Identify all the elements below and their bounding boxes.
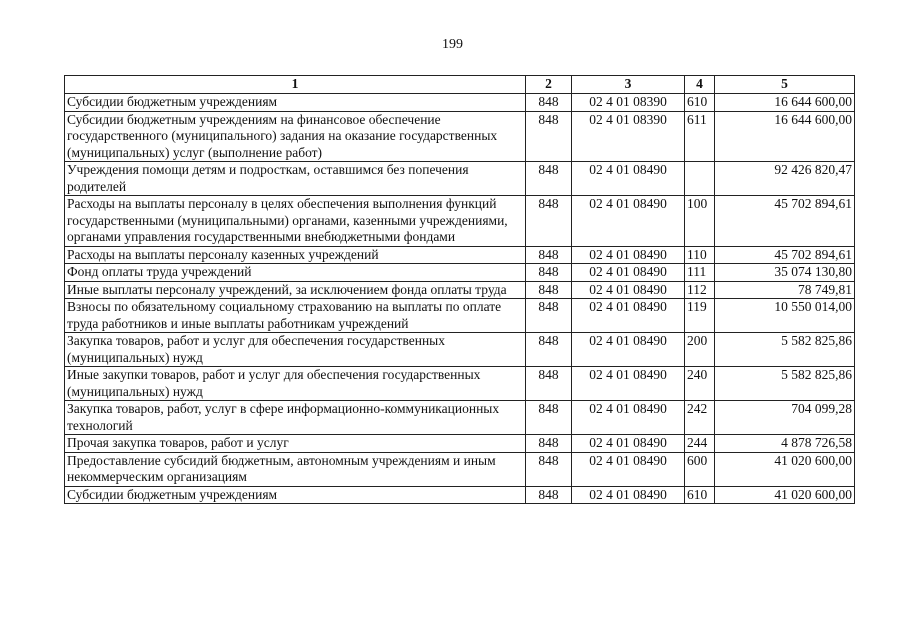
table-row — [65, 486, 855, 504]
row-ved-cell: 848 — [526, 401, 572, 435]
header-col-2: 2 — [526, 76, 572, 94]
row-ved-cell: 848 — [526, 162, 572, 196]
row-vr-cell: 244 — [685, 435, 715, 453]
row-csr-cell: 02 4 01 08490 — [572, 246, 685, 264]
row-vr-cell: 240 — [685, 367, 715, 401]
row-ved-cell: 848 — [526, 94, 572, 112]
row-name-cell: Расходы на выплаты персоналу в целях обеспечения выполнения функций государственными (муниципальными) органами, казенными учреждениями, органами управления государственными внебюджетными фондами — [65, 196, 526, 247]
row-ved-cell: 848 — [526, 435, 572, 453]
row-csr-cell: 02 4 01 08490 — [572, 435, 685, 453]
row-vr-cell: 110 — [685, 246, 715, 264]
row-name-cell: Взносы по обязательному социальному страхованию на выплаты по оплате труда работников и иные выплаты работникам учреждений — [65, 299, 526, 333]
row-name-cell: Иные выплаты персоналу учреждений, за исключением фонда оплаты труда — [65, 281, 526, 299]
row-amount-cell: 16 644 600,00 — [715, 111, 855, 162]
row-name-cell: Расходы на выплаты персоналу казенных учреждений — [65, 246, 526, 264]
row-ved-cell: 848 — [526, 264, 572, 282]
row-name-cell: Субсидии бюджетным учреждениям — [65, 94, 526, 112]
table-row — [65, 111, 855, 162]
row-vr-cell: 600 — [685, 452, 715, 486]
header-col-5: 5 — [715, 76, 855, 94]
row-csr-cell: 02 4 01 08490 — [572, 452, 685, 486]
budget-table — [64, 75, 855, 504]
table-row — [65, 367, 855, 401]
row-amount-cell: 5 582 825,86 — [715, 367, 855, 401]
row-ved-cell: 848 — [526, 367, 572, 401]
row-amount-cell: 45 702 894,61 — [715, 246, 855, 264]
row-csr-cell: 02 4 01 08490 — [572, 367, 685, 401]
table-body — [65, 94, 855, 504]
table-row — [65, 435, 855, 453]
header-row — [65, 76, 855, 94]
row-name-cell: Субсидии бюджетным учреждениям на финансовое обеспечение государственного (муниципального) задания на оказание государственных (муниципальных) услуг (выполнение работ) — [65, 111, 526, 162]
table-row — [65, 452, 855, 486]
row-csr-cell: 02 4 01 08490 — [572, 486, 685, 504]
row-amount-cell: 45 702 894,61 — [715, 196, 855, 247]
row-name-cell: Учреждения помощи детям и подросткам, оставшимся без попечения родителей — [65, 162, 526, 196]
row-amount-cell: 16 644 600,00 — [715, 94, 855, 112]
page-number: 199 — [442, 37, 463, 52]
row-name-cell: Предоставление субсидий бюджетным, автономным учреждениям и иным некоммерческим организациям — [65, 452, 526, 486]
table-row — [65, 196, 855, 247]
header-col-3: 3 — [572, 76, 685, 94]
row-csr-cell: 02 4 01 08490 — [572, 196, 685, 247]
table-row — [65, 333, 855, 367]
row-vr-cell: 112 — [685, 281, 715, 299]
row-ved-cell: 848 — [526, 452, 572, 486]
row-vr-cell: 611 — [685, 111, 715, 162]
table-row — [65, 299, 855, 333]
row-amount-cell: 35 074 130,80 — [715, 264, 855, 282]
row-csr-cell: 02 4 01 08390 — [572, 111, 685, 162]
row-name-cell: Прочая закупка товаров, работ и услуг — [65, 435, 526, 453]
row-ved-cell: 848 — [526, 299, 572, 333]
row-vr-cell — [685, 162, 715, 196]
row-vr-cell: 119 — [685, 299, 715, 333]
row-csr-cell: 02 4 01 08490 — [572, 333, 685, 367]
row-vr-cell: 610 — [685, 94, 715, 112]
row-amount-cell: 41 020 600,00 — [715, 486, 855, 504]
row-csr-cell: 02 4 01 08390 — [572, 94, 685, 112]
row-ved-cell: 848 — [526, 486, 572, 504]
row-amount-cell: 4 878 726,58 — [715, 435, 855, 453]
row-vr-cell: 100 — [685, 196, 715, 247]
row-amount-cell: 5 582 825,86 — [715, 333, 855, 367]
table-header — [65, 76, 855, 94]
row-amount-cell: 92 426 820,47 — [715, 162, 855, 196]
row-vr-cell: 610 — [685, 486, 715, 504]
row-csr-cell: 02 4 01 08490 — [572, 281, 685, 299]
table-row — [65, 401, 855, 435]
row-amount-cell: 41 020 600,00 — [715, 452, 855, 486]
row-name-cell: Иные закупки товаров, работ и услуг для обеспечения государственных (муниципальных) нужд — [65, 367, 526, 401]
row-amount-cell: 704 099,28 — [715, 401, 855, 435]
row-vr-cell: 242 — [685, 401, 715, 435]
header-col-1: 1 — [65, 76, 526, 94]
row-name-cell: Закупка товаров, работ, услуг в сфере информационно-коммуникационных технологий — [65, 401, 526, 435]
table-row — [65, 94, 855, 112]
row-vr-cell: 111 — [685, 264, 715, 282]
row-ved-cell: 848 — [526, 281, 572, 299]
row-name-cell: Фонд оплаты труда учреждений — [65, 264, 526, 282]
row-csr-cell: 02 4 01 08490 — [572, 264, 685, 282]
table-row — [65, 246, 855, 264]
table-row — [65, 281, 855, 299]
row-csr-cell: 02 4 01 08490 — [572, 299, 685, 333]
row-amount-cell: 10 550 014,00 — [715, 299, 855, 333]
row-csr-cell: 02 4 01 08490 — [572, 401, 685, 435]
table-row — [65, 264, 855, 282]
row-ved-cell: 848 — [526, 246, 572, 264]
row-name-cell: Закупка товаров, работ и услуг для обеспечения государственных (муниципальных) нужд — [65, 333, 526, 367]
row-amount-cell: 78 749,81 — [715, 281, 855, 299]
row-ved-cell: 848 — [526, 196, 572, 247]
row-name-cell: Субсидии бюджетным учреждениям — [65, 486, 526, 504]
row-ved-cell: 848 — [526, 111, 572, 162]
header-col-4: 4 — [685, 76, 715, 94]
row-vr-cell: 200 — [685, 333, 715, 367]
row-csr-cell: 02 4 01 08490 — [572, 162, 685, 196]
row-ved-cell: 848 — [526, 333, 572, 367]
table-row — [65, 162, 855, 196]
